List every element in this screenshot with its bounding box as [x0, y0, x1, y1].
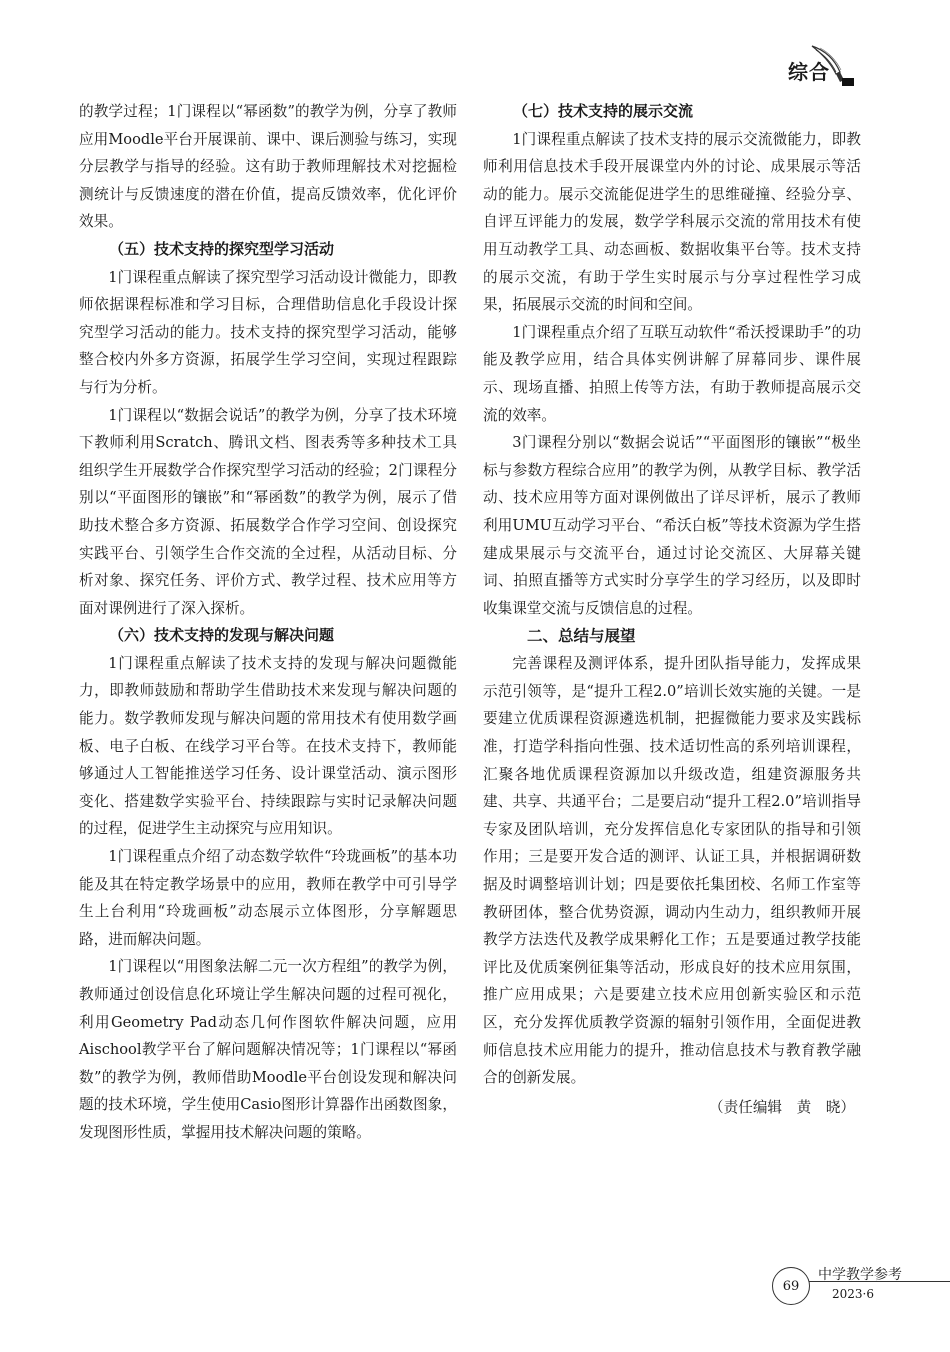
left-column: [79, 98, 457, 1147]
section-heading-5: （五）技术支持的探究型学习活动: [109, 239, 335, 258]
right-column: [483, 98, 861, 1121]
paragraph: 完善课程及测评体系，提升团队指导能力，发挥成果示范引领等，是“提升工程2.0”培训长效实施的关键。一是要建立优质课程资源遴选机制，把握微能力要求及实践标准，打造学科指向性强、技术适切性高的系列培训课程，汇聚各地优质课程资源加以升级改造，组建资源服务共建、共享、共通平台；二是要启动“提升工程2.0”培训指导专家及团队培训，充分发挥信息化专家团队的指导和引领作用；三是要开发合适的测评、认证工具，并根据调研数据及时调整培训计划；四是要依托集团校、名师工作室等教研团体，整合优势资源，调动内生动力，组织教师开展教学方法迭代及教学成果孵化工作；五是要通过教学技能评比及优质案例征集等活动，形成良好的技术应用氛围，推广应用成果；六是要建立技术应用创新实验区和示范区，充分发挥优质教学资源的辐射引领作用，全面促进教师信息技术应用能力的提升，推动信息技术与教育教学融合的创新发展。: [483, 655, 861, 1087]
issue-number: 2023·6: [832, 1287, 874, 1301]
section-heading-summary: 二、总结与展望: [527, 627, 636, 646]
responsible-editor: （责任编辑 黄 晓）: [709, 1098, 855, 1116]
section-heading-7: （七）技术支持的展示交流: [513, 102, 694, 120]
paragraph: 1门课程重点解读了技术支持的发现与解决问题微能力，即教师鼓励和帮助学生借助技术来发现与解决问题的能力。数学教师发现与解决问题的常用技术有使用数学画板、电子白板、在线学习平台等。在技术支持下，教师能够通过人工智能推送学习任务、设计课堂活动、演示图形变化、搭建数学实验平台、持续跟踪与实时记录解决问题的过程，促进学生主动探究与应用知识。: [79, 654, 457, 838]
section-heading-6: （六）技术支持的发现与解决问题: [109, 626, 335, 645]
paragraph: 3门课程分别以“数据会说话”“平面图形的镶嵌”“极坐标与参数方程综合应用”的教学为例，从教学目标、教学活动、技术应用等方面对课例做出了详尽评析，展示了教师利用UMU互动学习平台、“希沃白板”等技术资源为学生搭建成果展示与交流平台，通过讨论交流区、大屏幕关键词、拍照直播等方式实时分享学生的学习经历，以及即时收集课堂交流与反馈信息的过程。: [483, 434, 861, 617]
paragraph: 1门课程重点介绍了互联互动软件“希沃授课助手”的功能及教学应用，结合具体实例讲解了屏幕同步、课件展示、现场直播、拍照上传等方法，有助于教师提高展示交流的效率。: [483, 323, 861, 424]
journal-name: 中学教学参考: [818, 1267, 902, 1283]
paragraph: 的教学过程；1门课程以“幂函数”的教学为例，分享了教师应用Moodle平台开展课前、课中、课后测验与练习，实现分层教学与指导的经验。这有助于教师理解技术对挖掘检测统计与反馈速度的潜在价值，提高反馈效率，优化评价效果。: [79, 103, 457, 231]
paragraph: 1门课程重点介绍了动态数学软件“玲珑画板”的基本功能及其在特定教学场景中的应用，教师在教学中可引导学生上台利用“玲珑画板”动态展示立体图形，分享解题思路，进而解决问题。: [79, 848, 457, 948]
quill-pen-icon: [806, 40, 858, 88]
paragraph: 1门课程重点解读了技术支持的展示交流微能力，即教师利用信息技术手段开展课堂内外的讨论、成果展示等活动的能力。展示交流能促进学生的思维碰撞、经验分享、自评互评能力的发展，数学学科展示交流的常用技术有使用互动教学工具、动态画板、数据收集平台等。技术支持的展示交流，有助于学生实时展示与分享过程性学习成果，拓展展示交流的时间和空间。: [483, 130, 861, 314]
section-title: 综合: [788, 60, 830, 84]
page-number: 69: [772, 1267, 810, 1305]
paragraph: 1门课程重点解读了探究型学习活动设计微能力，即教师依据课程标准和学习目标，合理借助信息化手段设计探究型学习活动的能力。技术支持的探究型学习活动，能够整合校内外多方资源，拓展学生学习空间，实现过程跟踪与行为分析。: [79, 268, 457, 396]
paragraph: 1门课程以“用图象法解二元一次方程组”的教学为例，教师通过创设信息化环境让学生解决问题的过程可视化，利用Geometry Pad动态几何作图软件解决问题，应用Aischool教学平台了解问题解决情况等；1门课程以“幂函数”的教学为例，教师借助Moodle平台创设发现和解决问题的技术环境，学生使用Casio图形计算器作出函数图象，发现图形性质，掌握用技术解决问题的策略。: [79, 958, 457, 1141]
paragraph: 1门课程以“数据会说话”的教学为例，分享了技术环境下教师利用Scratch、腾讯文档、图表秀等多种技术工具组织学生开展数学合作探究型学习活动的经验；2门课程分别以“平面图形的镶嵌”和“幂函数”的教学为例，展示了借助技术整合多方资源、拓展数学合作学习空间、创设探究实践平台、引领学生合作交流的全过程，从活动目标、分析对象、探究任务、评价方式、教学过程、技术应用等方面对课例进行了深入探析。: [79, 406, 457, 617]
